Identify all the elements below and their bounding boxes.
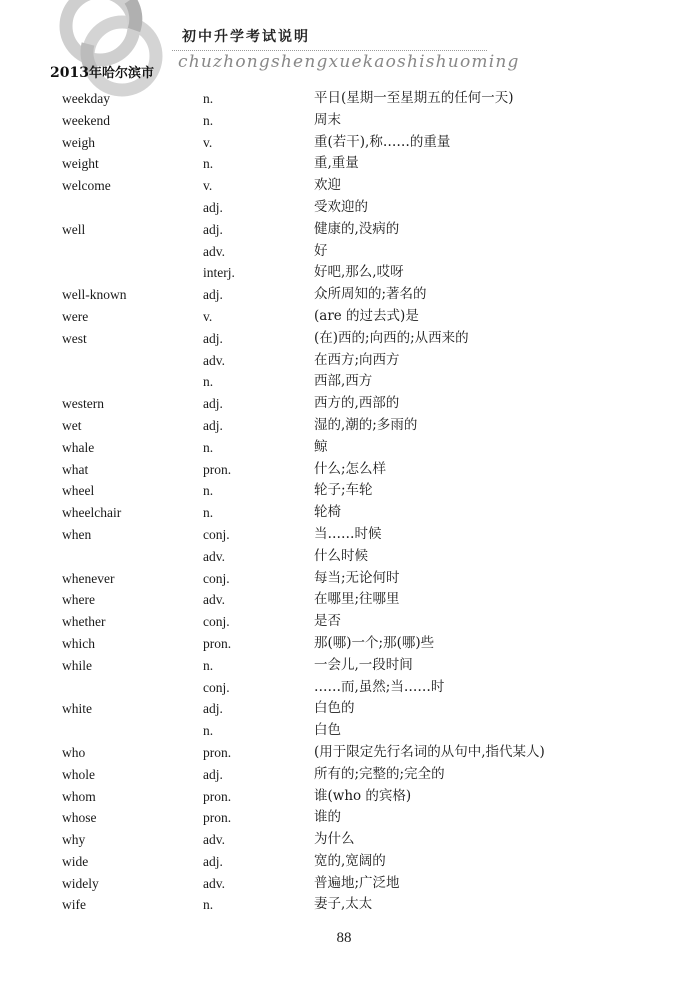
entry-part-of-speech: adv. bbox=[203, 832, 225, 848]
entry-part-of-speech: n. bbox=[203, 483, 214, 499]
entry-meaning: 什么时候 bbox=[314, 547, 368, 564]
entry-word: whose bbox=[62, 810, 97, 826]
entry-word: widely bbox=[62, 875, 99, 891]
entry-meaning: 在哪里;往哪里 bbox=[314, 591, 400, 608]
entry-part-of-speech: n. bbox=[203, 112, 214, 128]
entry-word: why bbox=[62, 832, 86, 848]
entry-part-of-speech: n. bbox=[203, 897, 214, 913]
header-year-city bbox=[50, 62, 154, 81]
vocabulary-entry bbox=[0, 480, 700, 502]
entry-word: west bbox=[62, 330, 87, 346]
entry-meaning: 周末 bbox=[314, 111, 341, 128]
entry-meaning: 谁(who 的宾格) bbox=[314, 787, 412, 804]
entry-word: well-known bbox=[62, 287, 127, 303]
page-number bbox=[0, 930, 700, 947]
vocabulary-entry bbox=[0, 742, 700, 764]
page-number-text: 88 bbox=[336, 930, 352, 946]
entry-word: whole bbox=[62, 766, 95, 782]
entry-meaning: 在西方;向西方 bbox=[314, 351, 400, 368]
entry-word: when bbox=[62, 526, 92, 542]
entry-part-of-speech: adj. bbox=[203, 287, 223, 303]
entry-meaning: 所有的;完整的;完全的 bbox=[314, 765, 445, 782]
entry-word: white bbox=[62, 701, 92, 717]
vocabulary-entry bbox=[0, 459, 700, 481]
entry-part-of-speech: adj. bbox=[203, 766, 223, 782]
vocabulary-entry bbox=[0, 873, 700, 895]
entry-meaning: 西部,西方 bbox=[314, 373, 373, 390]
entry-meaning: 谁的 bbox=[314, 809, 341, 826]
vocabulary-entry bbox=[0, 350, 700, 372]
entry-meaning: 平日(星期一至星期五的任何一天) bbox=[314, 90, 514, 106]
entry-part-of-speech: n. bbox=[203, 439, 214, 455]
vocabulary-entry bbox=[0, 655, 700, 677]
entry-meaning: 妻子,太太 bbox=[314, 896, 373, 913]
entry-meaning: 受欢迎的 bbox=[314, 198, 368, 215]
entry-meaning: (are 的过去式)是 bbox=[314, 307, 419, 324]
entry-meaning: 每当;无论何时 bbox=[314, 569, 400, 586]
vocabulary-entry bbox=[0, 677, 700, 699]
entry-part-of-speech: n. bbox=[203, 91, 214, 106]
vocabulary-entry bbox=[0, 568, 700, 590]
entry-word: weigh bbox=[62, 134, 95, 150]
entry-word: whom bbox=[62, 788, 96, 804]
entry-part-of-speech: pron. bbox=[203, 744, 232, 760]
vocabulary-entry bbox=[0, 371, 700, 393]
entry-meaning: 当……时候 bbox=[314, 525, 382, 542]
entry-meaning: 鲸 bbox=[314, 438, 328, 455]
entry-part-of-speech: pron. bbox=[203, 788, 232, 804]
entry-meaning: 轮椅 bbox=[314, 504, 341, 521]
vocabulary-entry bbox=[0, 698, 700, 720]
entry-word: wife bbox=[62, 897, 86, 913]
entry-part-of-speech: v. bbox=[203, 178, 213, 194]
vocabulary-entry bbox=[0, 437, 700, 459]
vocabulary-entry bbox=[0, 786, 700, 808]
entry-word: weekend bbox=[62, 112, 110, 128]
entry-meaning: 西方的,西部的 bbox=[314, 395, 400, 412]
vocabulary-entry bbox=[0, 110, 700, 132]
entry-word: where bbox=[62, 592, 95, 608]
entry-meaning: 什么;怎么样 bbox=[314, 460, 387, 477]
entry-word: weekday bbox=[62, 91, 110, 106]
vocabulary-entry bbox=[0, 241, 700, 263]
entry-meaning: (在)西的;向西的;从西来的 bbox=[314, 329, 469, 346]
entry-meaning: 众所周知的;著名的 bbox=[314, 286, 427, 303]
vocabulary-entry bbox=[0, 284, 700, 306]
entry-meaning: 为什么 bbox=[314, 831, 355, 848]
entry-part-of-speech: pron. bbox=[203, 635, 232, 651]
entry-part-of-speech: adj. bbox=[203, 701, 223, 717]
entry-part-of-speech: adv. bbox=[203, 548, 225, 564]
entry-word: what bbox=[62, 461, 89, 477]
entry-part-of-speech: v. bbox=[203, 134, 213, 150]
vocabulary-entry bbox=[0, 153, 700, 175]
entry-part-of-speech: n. bbox=[203, 156, 214, 172]
entry-part-of-speech: conj. bbox=[203, 526, 230, 542]
entry-part-of-speech: adj. bbox=[203, 221, 223, 237]
entry-meaning: 湿的,潮的;多雨的 bbox=[314, 416, 418, 433]
entry-part-of-speech: v. bbox=[203, 308, 213, 324]
overlapping-rings-icon bbox=[52, 0, 172, 100]
vocabulary-entry bbox=[0, 894, 700, 916]
vocabulary-entry bbox=[0, 851, 700, 873]
vocabulary-entry bbox=[0, 764, 700, 786]
entry-word: whale bbox=[62, 439, 95, 455]
vocabulary-entry bbox=[0, 132, 700, 154]
vocabulary-entry bbox=[0, 175, 700, 197]
entry-part-of-speech: pron. bbox=[203, 810, 232, 826]
vocabulary-entry bbox=[0, 524, 700, 546]
header-title: 初中升学考试说明 bbox=[182, 29, 310, 45]
entry-part-of-speech: interj. bbox=[203, 265, 235, 281]
entry-word: weight bbox=[62, 156, 99, 172]
entry-part-of-speech: adv. bbox=[203, 352, 225, 368]
entry-part-of-speech: adj. bbox=[203, 330, 223, 346]
entry-word: wide bbox=[62, 853, 89, 869]
vocabulary-entry bbox=[0, 546, 700, 568]
entry-meaning: 普遍地;广泛地 bbox=[314, 874, 400, 891]
header-pinyin: chuzhongshengxuekaoshishuoming bbox=[178, 52, 520, 72]
entry-meaning: 是否 bbox=[314, 613, 341, 630]
entry-part-of-speech: n. bbox=[203, 505, 214, 521]
vocabulary-entry bbox=[0, 633, 700, 655]
entry-meaning: 白色的 bbox=[314, 700, 355, 717]
entry-meaning: (用于限定先行名词的从句中,指代某人) bbox=[314, 743, 545, 760]
vocabulary-list bbox=[0, 88, 700, 916]
entry-word: western bbox=[62, 396, 104, 412]
entry-word: wet bbox=[62, 417, 82, 433]
vocabulary-entry bbox=[0, 611, 700, 633]
entry-meaning: 白色 bbox=[314, 722, 341, 739]
entry-part-of-speech: n. bbox=[203, 723, 214, 739]
entry-meaning: 好 bbox=[314, 242, 328, 259]
header-dotted-divider bbox=[172, 50, 487, 51]
entry-part-of-speech: adj. bbox=[203, 199, 223, 215]
entry-word: were bbox=[62, 308, 89, 324]
entry-word: whether bbox=[62, 614, 106, 630]
vocabulary-entry bbox=[0, 328, 700, 350]
vocabulary-entry bbox=[0, 502, 700, 524]
entry-word: wheel bbox=[62, 483, 95, 499]
vocabulary-entry bbox=[0, 807, 700, 829]
vocabulary-entry bbox=[0, 415, 700, 437]
header-city: 年哈尔滨市 bbox=[88, 66, 154, 81]
entry-part-of-speech: n. bbox=[203, 657, 214, 673]
entry-meaning: 轮子;车轮 bbox=[314, 482, 373, 499]
entry-part-of-speech: adv. bbox=[203, 875, 225, 891]
vocabulary-entry bbox=[0, 393, 700, 415]
entry-meaning: 好吧,那么,哎呀 bbox=[314, 264, 404, 281]
entry-part-of-speech: adv. bbox=[203, 243, 225, 259]
vocabulary-entry bbox=[0, 262, 700, 284]
vocabulary-entry bbox=[0, 589, 700, 611]
entry-part-of-speech: conj. bbox=[203, 614, 230, 630]
entry-meaning: 欢迎 bbox=[314, 177, 341, 194]
entry-part-of-speech: adj. bbox=[203, 396, 223, 412]
entry-part-of-speech: adj. bbox=[203, 853, 223, 869]
entry-part-of-speech: conj. bbox=[203, 570, 230, 586]
entry-word: while bbox=[62, 657, 92, 673]
entry-word: which bbox=[62, 635, 95, 651]
entry-meaning: 健康的,没病的 bbox=[314, 220, 400, 237]
entry-part-of-speech: adv. bbox=[203, 592, 225, 608]
entry-word: wheelchair bbox=[62, 505, 122, 521]
vocabulary-entry bbox=[0, 829, 700, 851]
vocabulary-entry bbox=[0, 88, 700, 110]
entry-meaning: ……而,虽然;当……时 bbox=[314, 678, 445, 695]
header-year: 2013 bbox=[50, 65, 89, 81]
entry-part-of-speech: n. bbox=[203, 374, 214, 390]
entry-word: welcome bbox=[62, 178, 111, 194]
vocabulary-entry bbox=[0, 306, 700, 328]
vocabulary-entry bbox=[0, 219, 700, 241]
entry-part-of-speech: pron. bbox=[203, 461, 232, 477]
entry-meaning: 重(若干),称……的重量 bbox=[314, 133, 451, 150]
entry-meaning: 那(哪)一个;那(哪)些 bbox=[314, 634, 435, 651]
entry-word: whenever bbox=[62, 570, 115, 586]
entry-word: who bbox=[62, 744, 86, 760]
vocabulary-entry bbox=[0, 197, 700, 219]
entry-meaning: 一会儿,一段时间 bbox=[314, 656, 413, 673]
entry-part-of-speech: adj. bbox=[203, 417, 223, 433]
entry-meaning: 宽的,宽阔的 bbox=[314, 852, 386, 869]
entry-part-of-speech: conj. bbox=[203, 679, 230, 695]
entry-word: well bbox=[62, 221, 86, 237]
vocabulary-entry bbox=[0, 720, 700, 742]
entry-meaning: 重,重量 bbox=[314, 155, 359, 172]
